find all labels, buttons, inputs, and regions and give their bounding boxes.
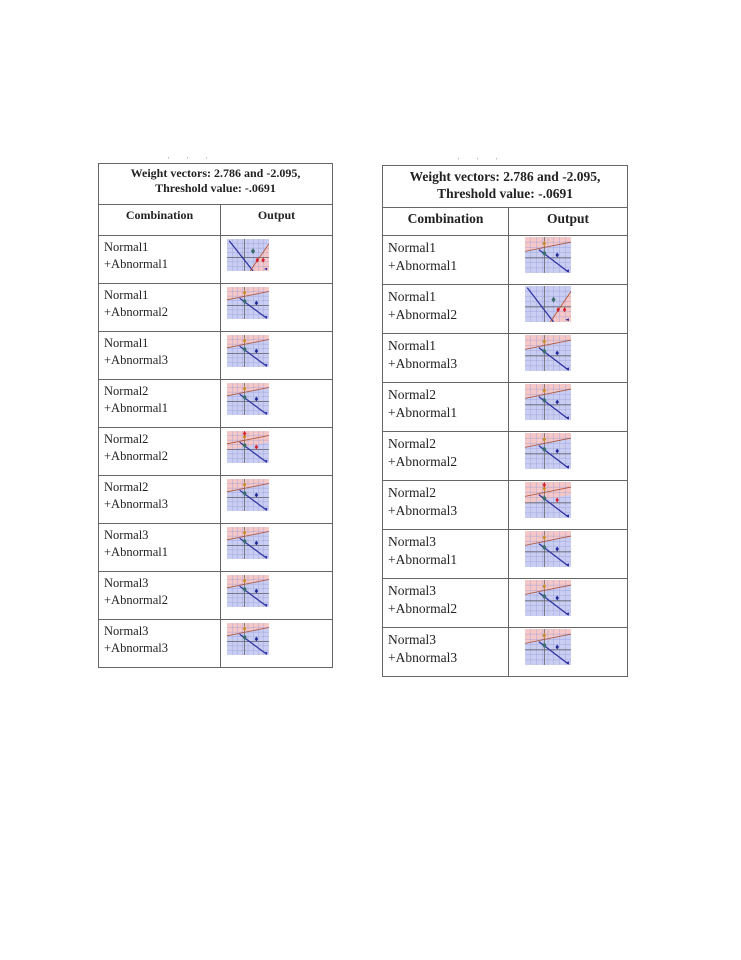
classification-plot-thumbnail xyxy=(525,580,571,616)
table-row xyxy=(383,432,628,481)
abnormal-label: +Abnormal2 xyxy=(104,592,168,607)
combination-cell xyxy=(383,628,509,677)
combination-cell xyxy=(99,620,221,668)
combination-cell xyxy=(99,476,221,524)
classification-plot-thumbnail xyxy=(227,287,269,319)
table-row xyxy=(383,285,628,334)
column-header-combination: Combination xyxy=(99,205,221,236)
abnormal-label: +Abnormal3 xyxy=(388,649,458,665)
table-row xyxy=(383,383,628,432)
table-row xyxy=(99,620,333,668)
normal-label: Normal3 xyxy=(104,624,149,638)
abnormal-label: +Abnormal3 xyxy=(388,502,458,518)
output-cell xyxy=(221,380,333,428)
abnormal-label: +Abnormal2 xyxy=(104,304,168,319)
output-cell xyxy=(509,530,628,579)
combination-cell xyxy=(383,579,509,628)
combination-cell xyxy=(383,383,509,432)
combination-cell xyxy=(99,284,221,332)
normal-label: Normal2 xyxy=(104,480,149,494)
column-header-output: Output xyxy=(221,205,333,236)
output-cell xyxy=(509,432,628,481)
normal-label: Normal3 xyxy=(104,576,149,590)
table-row xyxy=(383,334,628,383)
output-cell xyxy=(509,481,628,530)
combination-cell xyxy=(383,334,509,383)
output-cell xyxy=(221,236,333,284)
table-title xyxy=(99,164,333,205)
classification-plot-thumbnail xyxy=(227,431,269,463)
classification-plot-thumbnail xyxy=(227,623,269,655)
classification-plot-thumbnail xyxy=(227,575,269,607)
table-title xyxy=(383,166,628,208)
output-cell xyxy=(221,284,333,332)
output-cell xyxy=(221,620,333,668)
abnormal-label: +Abnormal1 xyxy=(104,544,168,559)
threshold-text: Threshold value: -.0691 xyxy=(155,181,276,195)
combination-cell xyxy=(99,428,221,476)
threshold-text: Threshold value: -.0691 xyxy=(437,185,573,201)
classification-plot-thumbnail xyxy=(227,527,269,559)
normal-label: Normal3 xyxy=(388,534,436,549)
column-header-combination: Combination xyxy=(383,208,509,236)
classification-plot-thumbnail xyxy=(525,237,571,273)
combination-cell xyxy=(383,530,509,579)
output-cell xyxy=(221,476,333,524)
output-cell xyxy=(221,524,333,572)
table-row xyxy=(99,236,333,284)
output-cell xyxy=(221,572,333,620)
normal-label: Normal1 xyxy=(104,288,149,302)
normal-label: Normal3 xyxy=(388,632,436,647)
classification-plot-thumbnail xyxy=(227,479,269,511)
normal-label: Normal2 xyxy=(104,384,149,398)
table-row xyxy=(383,579,628,628)
abnormal-label: +Abnormal3 xyxy=(104,496,168,511)
abnormal-label: +Abnormal1 xyxy=(104,256,168,271)
classification-plot-thumbnail xyxy=(525,482,571,518)
output-cell xyxy=(509,628,628,677)
abnormal-label: +Abnormal3 xyxy=(104,640,168,655)
abnormal-label: +Abnormal2 xyxy=(388,306,458,322)
abnormal-label: +Abnormal3 xyxy=(388,355,458,371)
normal-label: Normal2 xyxy=(388,436,436,451)
output-cell xyxy=(509,579,628,628)
table-row xyxy=(99,284,333,332)
normal-label: Normal2 xyxy=(104,432,149,446)
abnormal-label: +Abnormal2 xyxy=(104,448,168,463)
normal-label: Normal1 xyxy=(104,240,149,254)
classification-plot-thumbnail xyxy=(525,286,571,322)
header-artifact-marks: ' ' ' xyxy=(168,156,216,164)
table-row xyxy=(383,481,628,530)
classification-plot-thumbnail xyxy=(227,383,269,415)
header-artifact-marks: ' ' ' xyxy=(458,157,506,165)
table-row xyxy=(383,236,628,285)
abnormal-label: +Abnormal1 xyxy=(388,404,458,420)
normal-label: Normal3 xyxy=(388,583,436,598)
table-row xyxy=(383,530,628,579)
classification-plot-thumbnail xyxy=(525,335,571,371)
table-row xyxy=(99,572,333,620)
classification-plot-thumbnail xyxy=(525,384,571,420)
combination-cell xyxy=(99,380,221,428)
normal-label: Normal1 xyxy=(388,240,436,255)
output-cell xyxy=(221,332,333,380)
column-header-output: Output xyxy=(509,208,628,236)
abnormal-label: +Abnormal2 xyxy=(388,600,458,616)
output-cell xyxy=(509,236,628,285)
combination-cell xyxy=(383,236,509,285)
table-row xyxy=(99,332,333,380)
results-table-left xyxy=(98,163,333,668)
normal-label: Normal2 xyxy=(388,485,436,500)
normal-label: Normal2 xyxy=(388,387,436,402)
classification-plot-thumbnail xyxy=(525,531,571,567)
classification-plot-thumbnail xyxy=(227,239,269,271)
normal-label: Normal1 xyxy=(388,289,436,304)
classification-plot-thumbnail xyxy=(525,629,571,665)
output-cell xyxy=(509,285,628,334)
combination-cell xyxy=(99,572,221,620)
table-row xyxy=(99,476,333,524)
weight-vectors-text: Weight vectors: 2.786 and -2.095, xyxy=(409,169,601,184)
weight-vectors-text: Weight vectors: 2.786 and -2.095, xyxy=(130,166,301,180)
abnormal-label: +Abnormal2 xyxy=(388,453,458,469)
table-row xyxy=(99,524,333,572)
combination-cell xyxy=(99,332,221,380)
normal-label: Normal3 xyxy=(104,528,149,542)
output-cell xyxy=(509,334,628,383)
abnormal-label: +Abnormal1 xyxy=(388,257,458,273)
combination-cell xyxy=(383,481,509,530)
classification-plot-thumbnail xyxy=(525,433,571,469)
combination-cell xyxy=(99,236,221,284)
table-row xyxy=(99,380,333,428)
results-table-right xyxy=(382,165,628,677)
combination-cell xyxy=(383,432,509,481)
abnormal-label: +Abnormal3 xyxy=(104,352,168,367)
output-cell xyxy=(221,428,333,476)
combination-cell xyxy=(99,524,221,572)
classification-plot-thumbnail xyxy=(227,335,269,367)
normal-label: Normal1 xyxy=(388,338,436,353)
normal-label: Normal1 xyxy=(104,336,149,350)
table-row xyxy=(383,628,628,677)
abnormal-label: +Abnormal1 xyxy=(388,551,458,567)
abnormal-label: +Abnormal1 xyxy=(104,400,168,415)
combination-cell xyxy=(383,285,509,334)
output-cell xyxy=(509,383,628,432)
table-row xyxy=(99,428,333,476)
